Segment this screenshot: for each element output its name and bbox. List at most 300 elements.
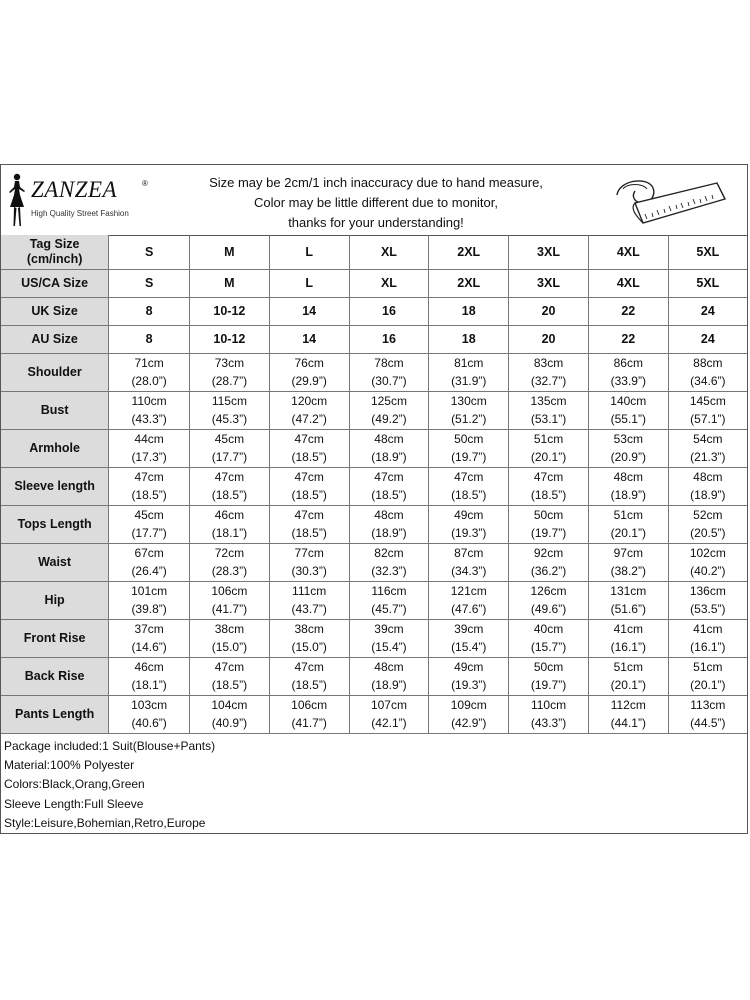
inch-value: (18.5”) [371, 488, 407, 502]
notice-line: thanks for your understanding! [288, 215, 464, 230]
measurement-cell [349, 581, 429, 619]
info-line: Colors:Black,Orang,Green [4, 777, 145, 792]
inch-value: (15.7”) [530, 640, 567, 654]
cm-value: 50cm [533, 508, 564, 522]
inch-value: (18.5”) [530, 488, 567, 502]
cm-value: 51cm [533, 432, 564, 446]
cm-value: 112cm [610, 698, 646, 712]
measurement-cell [509, 695, 589, 733]
measurement-cell [190, 429, 270, 467]
measurement-cell [668, 695, 747, 733]
measurement-row [1, 657, 747, 695]
size-cell: S [109, 269, 190, 297]
inch-value: (32.3”) [371, 564, 407, 578]
size-cell: 10-12 [190, 297, 270, 325]
inch-value: (28.7”) [211, 374, 248, 388]
inch-value: (20.1”) [610, 678, 646, 692]
inch-value: (17.3”) [131, 450, 167, 464]
chart-header [1, 165, 747, 236]
measurement-row [1, 353, 747, 391]
measurement-cell [349, 619, 429, 657]
inch-value: (16.1”) [690, 640, 726, 654]
size-cell: 18 [429, 297, 509, 325]
inch-value: (30.7”) [371, 374, 407, 388]
size-row [1, 325, 747, 353]
size-cell: 14 [269, 325, 349, 353]
cm-value: 106cm [211, 584, 248, 598]
info-line: Sleeve Length:Full Sleeve [4, 796, 144, 811]
measurement-cell [269, 657, 349, 695]
info-line: Material:100% Polyester [4, 758, 135, 773]
size-cell: 20 [509, 297, 589, 325]
woman-silhouette-icon [5, 171, 29, 229]
cm-value: 47cm [374, 470, 404, 484]
inch-value: (19.7”) [451, 450, 487, 464]
inch-value: (43.3”) [530, 716, 567, 730]
cm-value: 81cm [454, 356, 484, 370]
cm-value: 41cm [693, 622, 723, 636]
cm-value: 135cm [530, 394, 567, 408]
cm-value: 39cm [454, 622, 484, 636]
inch-value: (21.3”) [690, 450, 726, 464]
cm-value: 48cm [374, 508, 404, 522]
cm-value: 47cm [214, 660, 245, 674]
row-label: Sleeve length [1, 467, 109, 505]
inch-value: (15.4”) [371, 640, 407, 654]
inch-value: (31.9”) [451, 374, 487, 388]
inch-value: (18.1”) [211, 526, 248, 540]
cm-value: 125cm [370, 394, 407, 408]
measurement-cell [190, 505, 270, 543]
row-label: AU Size [1, 325, 109, 353]
size-cell: 2XL [429, 269, 509, 297]
cm-value: 46cm [214, 508, 245, 522]
measurement-cell [109, 543, 190, 581]
measurement-cell [509, 657, 589, 695]
cm-value: 40cm [533, 622, 564, 636]
cm-value: 48cm [693, 470, 723, 484]
cm-value: 41cm [613, 622, 643, 636]
cm-value: 136cm [689, 584, 726, 598]
inch-value: (36.2”) [530, 564, 567, 578]
size-cell: 24 [668, 325, 747, 353]
cm-value: 115cm [211, 394, 247, 408]
size-cell: 4XL [588, 269, 668, 297]
measurement-cell [588, 467, 668, 505]
measurement-cell [588, 657, 668, 695]
cm-value: 48cm [613, 470, 643, 484]
inch-value: (34.6”) [690, 374, 726, 388]
cm-value: 51cm [613, 508, 643, 522]
measurement-cell [269, 581, 349, 619]
cm-value: 83cm [533, 356, 564, 370]
size-cell: 5XL [668, 269, 747, 297]
measurement-cell [588, 429, 668, 467]
measurement-cell [668, 657, 747, 695]
inch-value: (41.7”) [211, 602, 248, 616]
cm-value: 52cm [693, 508, 723, 522]
inch-value: (55.1”) [610, 412, 646, 426]
inch-value: (20.9”) [610, 450, 646, 464]
size-cell: 18 [429, 325, 509, 353]
measurement-cell [588, 505, 668, 543]
size-row [1, 269, 747, 297]
cm-value: 47cm [533, 470, 564, 484]
size-cell: 5XL [668, 235, 747, 269]
measurement-cell [509, 467, 589, 505]
measurement-cell [109, 619, 190, 657]
measurement-cell [588, 619, 668, 657]
row-label: Back Rise [1, 657, 109, 695]
inch-value: (20.1”) [690, 678, 726, 692]
inch-value: (30.3”) [291, 564, 327, 578]
size-chart [0, 164, 748, 834]
inch-value: (26.4”) [131, 564, 167, 578]
cm-value: 44cm [134, 432, 164, 446]
inch-value: (17.7”) [131, 526, 167, 540]
inch-value: (18.9”) [690, 488, 726, 502]
cm-value: 47cm [214, 470, 245, 484]
cm-value: 113cm [690, 698, 726, 712]
measurement-cell [509, 505, 589, 543]
inch-value: (18.5”) [291, 450, 327, 464]
inch-value: (34.3”) [451, 564, 487, 578]
inch-value: (40.9”) [211, 716, 248, 730]
row-label: US/CA Size [1, 269, 109, 297]
size-cell: 4XL [588, 235, 668, 269]
measurement-cell [668, 391, 747, 429]
measurement-cell [190, 695, 270, 733]
inch-value: (45.7”) [371, 602, 407, 616]
row-label: Tag Size (cm/inch) [1, 235, 109, 269]
inch-value: (51.6”) [610, 602, 646, 616]
size-cell: M [190, 269, 270, 297]
measurement-cell [349, 657, 429, 695]
measurement-cell [269, 619, 349, 657]
inch-value: (18.9”) [371, 450, 407, 464]
cm-value: 45cm [214, 432, 245, 446]
inch-value: (18.1”) [131, 678, 167, 692]
measurement-cell [190, 657, 270, 695]
measurement-cell [269, 391, 349, 429]
cm-value: 49cm [454, 660, 484, 674]
measurement-cell [190, 619, 270, 657]
size-cell: 3XL [509, 269, 589, 297]
measurement-cell [269, 543, 349, 581]
size-cell: XL [349, 235, 429, 269]
size-cell: 8 [109, 297, 190, 325]
measurement-cell [349, 353, 429, 391]
measurement-cell [668, 467, 747, 505]
measurement-cell [509, 619, 589, 657]
inch-value: (53.1”) [530, 412, 567, 426]
measurement-cell [190, 467, 270, 505]
info-line: Style:Leisure,Bohemian,Retro,Europe [4, 815, 206, 830]
inch-value: (49.6”) [530, 602, 567, 616]
measurement-cell [668, 581, 747, 619]
cm-value: 103cm [131, 698, 168, 712]
cm-value: 110cm [131, 394, 167, 408]
measurement-cell [429, 657, 509, 695]
inch-value: (39.8”) [131, 602, 167, 616]
measurement-cell [109, 391, 190, 429]
inch-value: (19.7”) [530, 526, 567, 540]
measurement-row [1, 695, 747, 733]
cm-value: 47cm [294, 432, 324, 446]
inch-value: (43.7”) [291, 602, 327, 616]
measurement-cell [429, 505, 509, 543]
inch-value: (28.3”) [211, 564, 248, 578]
cm-value: 131cm [610, 584, 647, 598]
measurement-cell [429, 695, 509, 733]
row-label: Front Rise [1, 619, 109, 657]
measurement-row [1, 505, 747, 543]
cm-value: 37cm [134, 622, 164, 636]
size-row [1, 297, 747, 325]
inch-value: (40.6”) [131, 716, 167, 730]
brand-tagline: High Quality Street Fashion [31, 209, 129, 218]
inch-value: (20.1”) [610, 526, 646, 540]
cm-value: 51cm [693, 660, 723, 674]
inch-value: (20.5”) [690, 526, 726, 540]
measurement-cell [109, 429, 190, 467]
measurement-cell [588, 695, 668, 733]
measurement-cell [109, 467, 190, 505]
measurement-cell [668, 505, 747, 543]
measurement-cell [269, 505, 349, 543]
size-cell: 24 [668, 297, 747, 325]
inch-value: (16.1”) [610, 640, 646, 654]
inch-value: (18.5”) [211, 678, 248, 692]
cm-value: 47cm [294, 660, 324, 674]
inch-value: (18.5”) [211, 488, 248, 502]
cm-value: 102cm [689, 546, 726, 560]
measurement-cell [269, 467, 349, 505]
measurement-cell [349, 429, 429, 467]
inch-value: (20.1”) [530, 450, 567, 464]
measurement-cell [349, 391, 429, 429]
inch-value: (53.5”) [690, 602, 726, 616]
size-cell: S [109, 235, 190, 269]
measurement-cell [588, 543, 668, 581]
cm-value: 97cm [613, 546, 643, 560]
cm-value: 67cm [134, 546, 164, 560]
cm-value: 71cm [134, 356, 164, 370]
measurement-cell [429, 543, 509, 581]
size-cell: 2XL [429, 235, 509, 269]
inch-value: (18.9”) [371, 526, 407, 540]
notice-line: Color may be little different due to monitor, [254, 195, 498, 210]
inch-value: (45.3”) [211, 412, 248, 426]
measurement-row [1, 467, 747, 505]
cm-value: 73cm [214, 356, 245, 370]
size-cell: M [190, 235, 270, 269]
cm-value: 126cm [530, 584, 567, 598]
cm-value: 101cm [131, 584, 168, 598]
inch-value: (44.5”) [690, 716, 726, 730]
measurement-row [1, 391, 747, 429]
size-cell: L [269, 269, 349, 297]
product-info [4, 737, 215, 833]
inch-value: (15.0”) [291, 640, 327, 654]
measurement-cell [429, 429, 509, 467]
inch-value: (29.9”) [291, 374, 327, 388]
cm-value: 48cm [374, 432, 404, 446]
measurement-cell [429, 467, 509, 505]
row-label: Waist [1, 543, 109, 581]
inch-value: (49.2”) [371, 412, 407, 426]
cm-value: 78cm [374, 356, 404, 370]
size-cell: 16 [349, 297, 429, 325]
row-label: Hip [1, 581, 109, 619]
inch-value: (43.3”) [131, 412, 167, 426]
cm-value: 140cm [610, 394, 647, 408]
size-cell: 20 [509, 325, 589, 353]
size-cell: 3XL [509, 235, 589, 269]
cm-value: 47cm [294, 508, 324, 522]
inch-value: (57.1”) [690, 412, 726, 426]
size-cell: 14 [269, 297, 349, 325]
inch-value: (51.2”) [451, 412, 487, 426]
inch-value: (42.9”) [451, 716, 487, 730]
measurement-cell [588, 581, 668, 619]
inch-value: (18.5”) [291, 678, 327, 692]
cm-value: 39cm [374, 622, 404, 636]
measurement-cell [109, 505, 190, 543]
measurement-cell [269, 353, 349, 391]
measurement-cell [349, 467, 429, 505]
inch-value: (44.1”) [610, 716, 646, 730]
cm-value: 47cm [134, 470, 164, 484]
cm-value: 106cm [291, 698, 328, 712]
brand-name: ZANZEA [31, 177, 118, 202]
measurement-cell [429, 619, 509, 657]
cm-value: 72cm [214, 546, 245, 560]
measurement-cell [349, 695, 429, 733]
row-label: Bust [1, 391, 109, 429]
measurement-row [1, 543, 747, 581]
measurement-cell [190, 543, 270, 581]
inch-value: (18.9”) [371, 678, 407, 692]
inch-value: (17.7”) [211, 450, 248, 464]
measurement-cell [190, 353, 270, 391]
measurement-cell [349, 505, 429, 543]
measurement-cell [429, 391, 509, 429]
cm-value: 121cm [450, 584, 487, 598]
cm-value: 51cm [613, 660, 643, 674]
info-line: Package included:1 Suit(Blouse+Pants) [4, 739, 216, 753]
cm-value: 107cm [370, 698, 407, 712]
cm-value: 120cm [291, 394, 328, 408]
cm-value: 88cm [693, 356, 723, 370]
inch-value: (18.5”) [131, 488, 167, 502]
inch-value: (18.5”) [291, 526, 327, 540]
cm-value: 76cm [294, 356, 324, 370]
measurement-cell [509, 391, 589, 429]
row-label: Shoulder [1, 353, 109, 391]
cm-value: 54cm [693, 432, 723, 446]
measurement-cell [429, 353, 509, 391]
inch-value: (32.7”) [530, 374, 567, 388]
cm-value: 104cm [211, 698, 248, 712]
inch-value: (19.3”) [451, 678, 487, 692]
cm-value: 145cm [689, 394, 726, 408]
cm-value: 116cm [371, 584, 407, 598]
measurement-cell [668, 543, 747, 581]
measurement-cell [190, 581, 270, 619]
inch-value: (15.0”) [211, 640, 248, 654]
measurement-row [1, 581, 747, 619]
measurement-notice [191, 173, 561, 233]
measurement-cell [509, 429, 589, 467]
inch-value: (18.9”) [610, 488, 646, 502]
cm-value: 109cm [450, 698, 487, 712]
measurement-cell [109, 657, 190, 695]
cm-value: 47cm [294, 470, 324, 484]
cm-value: 82cm [374, 546, 404, 560]
measurement-cell [509, 353, 589, 391]
row-label: Tops Length [1, 505, 109, 543]
inch-value: (14.6”) [131, 640, 167, 654]
cm-value: 53cm [613, 432, 643, 446]
size-cell: XL [349, 269, 429, 297]
measurement-cell [269, 695, 349, 733]
inch-value: (41.7”) [291, 716, 327, 730]
measurement-cell [588, 353, 668, 391]
inch-value: (19.3”) [451, 526, 487, 540]
cm-value: 48cm [374, 660, 404, 674]
measurement-cell [269, 429, 349, 467]
cm-value: 87cm [454, 546, 484, 560]
inch-value: (38.2”) [610, 564, 646, 578]
inch-value: (18.5”) [291, 488, 327, 502]
inch-value: (47.2”) [291, 412, 327, 426]
size-cell: 10-12 [190, 325, 270, 353]
cm-value: 130cm [450, 394, 487, 408]
cm-value: 92cm [533, 546, 564, 560]
cm-value: 50cm [454, 432, 484, 446]
measurement-cell [668, 353, 747, 391]
size-table [1, 235, 747, 734]
row-label: Pants Length [1, 695, 109, 733]
cm-value: 77cm [294, 546, 324, 560]
inch-value: (40.2”) [690, 564, 726, 578]
inch-value: (42.1”) [371, 716, 407, 730]
measuring-tape-icon [613, 173, 731, 229]
row-label: UK Size [1, 297, 109, 325]
cm-value: 38cm [294, 622, 324, 636]
inch-value: (18.5”) [451, 488, 487, 502]
brand-logo [5, 171, 165, 231]
size-cell: 8 [109, 325, 190, 353]
inch-value: (19.7”) [530, 678, 567, 692]
cm-value: 38cm [214, 622, 245, 636]
registered-mark: ® [142, 179, 148, 188]
measurement-cell [509, 581, 589, 619]
cm-value: 46cm [134, 660, 164, 674]
size-cell: 16 [349, 325, 429, 353]
inch-value: (28.0”) [131, 374, 167, 388]
measurement-cell [588, 391, 668, 429]
cm-value: 47cm [454, 470, 484, 484]
cm-value: 45cm [134, 508, 164, 522]
notice-line: Size may be 2cm/1 inch inaccuracy due to hand measure, [209, 175, 543, 190]
measurement-cell [349, 543, 429, 581]
cm-value: 86cm [613, 356, 643, 370]
measurement-row [1, 429, 747, 467]
inch-value: (33.9”) [610, 374, 646, 388]
cm-value: 111cm [292, 584, 327, 598]
